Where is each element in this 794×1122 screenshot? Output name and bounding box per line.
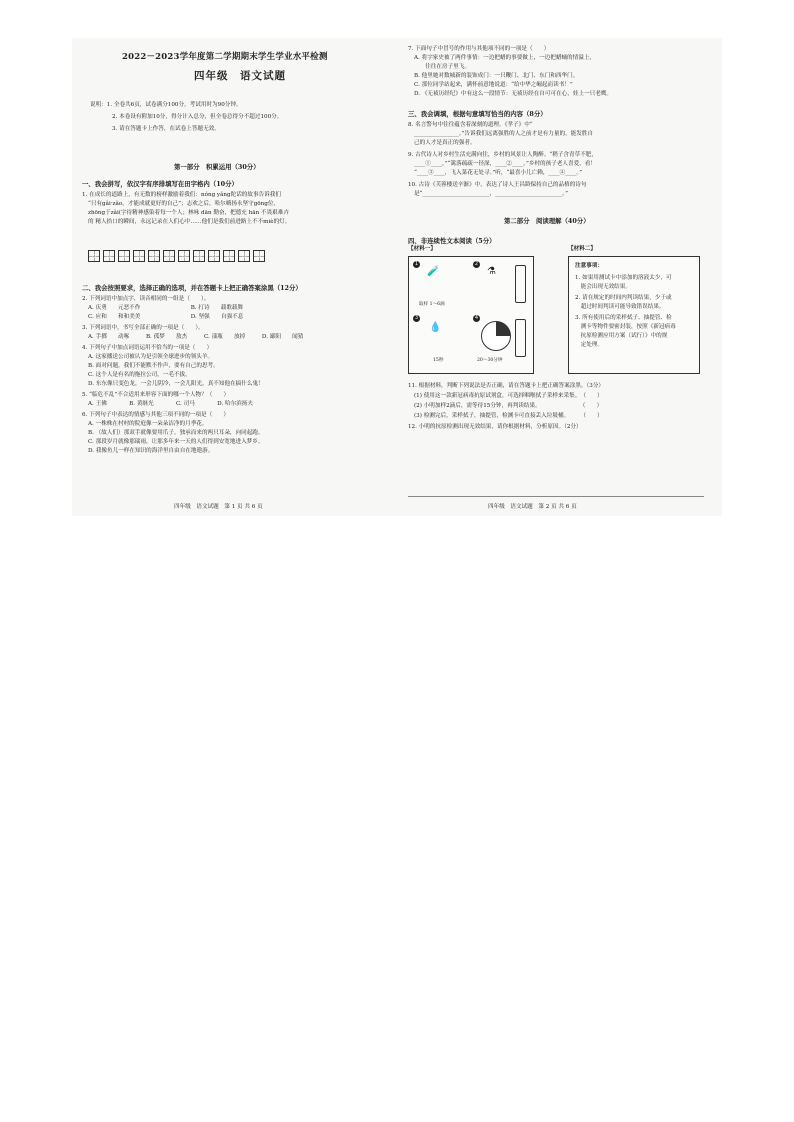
step-2-marker: 2: [474, 261, 479, 267]
precaution-line: 能会出现无效结果。: [575, 284, 631, 290]
section-two-title: 二、我会按照要求，选择正确的选项，并在答题卡上把正确答案涂黑（12分）: [82, 284, 302, 292]
q10-line: 是“________________________，________________________。”: [414, 191, 568, 197]
q7-line: 往往在房子里飞。: [414, 64, 470, 70]
q7-line: B. 他里她对数城新的装饰成门：一只鞭门、北门、东门和西华门。: [414, 73, 579, 79]
q2-line: A. 这家播送公司被认为是引领全球进步的领头羊。: [88, 354, 214, 360]
precaution-line: 1. 如果用测试卡中添加的溶液太少，可: [575, 275, 672, 281]
q2-line: A. 王佛 B. 黄继光 C. 司马 D. 哈尔滨扬夫: [88, 401, 253, 407]
page-2-column: [408, 38, 720, 516]
test-card-icon: [515, 319, 526, 357]
precaution-line: 超过时间判读可能导致错误结果。: [575, 304, 665, 310]
timer-icon: [481, 321, 511, 351]
page-1-column: [78, 38, 390, 516]
precaution-line: 2. 请在规定的时间内判读结果，少于或: [575, 295, 672, 301]
q11-line: (3) 检测完后，采样拭子，抽提管，检测卡可直接丢入垃圾桶。 （ ）: [414, 413, 603, 419]
q2-line: D. 我像鱼儿一样在知识的海洋里自由自在地遨游。: [88, 448, 214, 454]
q2-line: 6. 下列句子中表达的情感与其他三项不同的一项是（ ）: [82, 412, 229, 418]
precaution-line: 抗原检测应用方案（试行）》中的规: [575, 333, 668, 339]
q7-line: C. 那位同学站起来，满怀前意地说道：“给中华之崛起而读书！”: [414, 82, 573, 88]
grid-cell: [193, 250, 205, 262]
grid-cell: [133, 250, 145, 262]
step-4-marker: 4: [474, 315, 479, 321]
section-one-title: 一、我会拼写，依汉字有序排填写在田字格内（10分）: [82, 180, 238, 188]
q12-line: 12. 小明的抗原检测出现无效结果，请你根据材料，分析原因。（2分）: [408, 424, 582, 430]
note-line: 3. 请在答题卡上作答，在试卷上答题无效。: [112, 126, 220, 132]
q7-line: 7. 下面句子中冒号的作用与其他项不同的一项是（ ）: [408, 46, 550, 52]
note-line: 2. 本卷设有附加10分，得分计入总分，但全卷总得分不超过100分。: [112, 114, 283, 120]
grid-cell: [88, 250, 100, 262]
q2-line: D. 东东像只变色龙，一会儿阴冷，一会儿阳光，真不知他在搞什么鬼！: [88, 381, 264, 387]
q2-line: A. 一株株在村村的院庭像一朵朵洁净的月季花。: [88, 421, 208, 427]
step-3-label: 15秒: [433, 358, 444, 363]
note-line: 说明：1. 全卷共6页，试卷满分100分，考试用时为90分钟。: [90, 102, 242, 108]
q1-line: zhōng于zǎi(字待精神感染着每一个人；林咏 dān 勤奋，把德充 hān 不畏艰难卉: [88, 210, 289, 216]
material-1-box: [408, 256, 534, 374]
q7-line: A. 将字家史被了两件事情：一边把蜡的事要做上，一边把蜡蛹的情溢上，: [414, 55, 596, 61]
drop-icon: 💧: [429, 322, 442, 333]
grid-cell: [253, 250, 265, 262]
character-grid: [88, 250, 268, 262]
q2-line: C. 那段岁月就像那瑞雨，让那多年来一天的人们得到安宽地进入梦乡。: [88, 439, 264, 445]
q1-line: 的 精人拾口的瞬间，永远记录在人们心中……他们是我们前进路上不不miè的灯。: [88, 219, 291, 225]
q2-line: 5. “临危不乱”不合适用来形容下面的哪一个人物？（ ）: [82, 392, 230, 398]
precaution-line: 3. 所有使用后的采样拭子、抽提管、检: [575, 315, 672, 321]
q8-line: ________________。”告诉我们远离强胜的人之前才是有力量的，能发胜自: [414, 131, 594, 137]
test-card-icon: [515, 265, 526, 303]
grid-cell: [103, 250, 115, 262]
q2-line: B. 面对问题，我们不能默不作声，要有自己的思考。: [88, 363, 219, 369]
exam-subtitle: 四年级 语文试题: [194, 70, 286, 82]
grid-cell: [178, 250, 190, 262]
q2-line: C. 应和 和和美美 D. 坚强 自强不息: [88, 314, 244, 320]
q2-line: B. （故人们）那双手就像要用爪子，独承而来的两只耳朵，向同起跑。: [88, 430, 264, 436]
q2-line: A. 庆勇 元恶不作 B. 打诗 载歌载舞: [88, 305, 244, 311]
material-1-label: 【材料一】: [408, 246, 436, 252]
step-3-marker: 3: [414, 315, 419, 321]
grid-cell: [238, 250, 250, 262]
q7-line: D. 《无祯历经纪》中有这么一段情节：无祯历经在自可可在心，娃上一只老鹰。: [414, 91, 613, 97]
q8-line: 8. 名言警句中往往蕴含着深刻的道理。《孝子》中“: [408, 122, 533, 128]
part2-title: 第二部分 阅读理解（40分）: [504, 217, 590, 225]
grid-cell: [223, 250, 235, 262]
q2-line: A. 手掷 动啄 B. 孤梦 敖杰 C. 漾瓶 放掉 D. 鄙阳 闻猜: [88, 334, 304, 340]
q1-line: 1. 在成长的道路上，有无数的榜样激励着我们：nóng yǎng陀话的故事告诉我们: [82, 192, 281, 198]
q2-line: 4. 下列句子中加点词语运用不恰当的一项是（ ）: [82, 345, 213, 351]
swab-icon: 🧪: [427, 266, 440, 277]
exam-title: 2022－2023学年度第二学期期末学生学业水平检测: [122, 52, 328, 62]
q9-line: 9. 古代诗人对乡村生活充满向往，乡村的风景让人陶醉。“稍子含青草不肥，: [408, 152, 597, 158]
section-three-title: 三、我会调填，根据句意填写恰当的内容（8分）: [408, 110, 547, 118]
step-4-label: 20～30分钟: [477, 358, 503, 363]
tube-icon: ⚗: [487, 266, 496, 277]
material-2-label: 【材料二】: [568, 246, 596, 252]
q2-line: 2. 下列词语中加点字，读音相同的一组是（ ）。: [82, 296, 210, 302]
page-1-footer: 四年级 语文试题 第 1 页 共 6 页: [174, 504, 263, 510]
footer-divider: [408, 496, 704, 497]
q10-line: 10. 古诗《芙蓉楼送辛渐》中，表达了诗人王昌龄保持自己的品格的诗句: [408, 182, 587, 188]
step-1-label: 取样 1～6滴: [419, 302, 445, 307]
q8-line: 己的人才是真正的强者。: [414, 140, 476, 146]
q11-line: (1) 使用这一款新冠病毒抗原试剂盒，可选择咽喉拭子采样来采集。 （ ）: [414, 393, 603, 399]
section-four-title: 四、非连续性文本阅读（5分）: [408, 237, 496, 245]
precautions-title: 注意事项：: [575, 263, 603, 269]
grid-cell: [118, 250, 130, 262]
part1-title: 第一部分 积累运用（30分）: [174, 163, 260, 171]
q9-line: ____①____，”“篱落疏疏一径深，____②____。”乡村的孩子老人喜爱，看！: [414, 161, 596, 167]
precaution-line: 定处理。: [575, 342, 603, 348]
q9-line: “____③____，飞入菜花无处寻。”听，“最喜小儿亡赖，____④____。”: [414, 170, 583, 176]
grid-cell: [148, 250, 160, 262]
page-2-footer: 四年级 语文试题 第 2 页 共 6 页: [488, 504, 577, 510]
q2-line: 3. 下列词语中，书写全部正确的一项是（ ）。: [82, 325, 204, 331]
q11-line: (2) 小明加样2滴后，需等待15分钟，再判读结果。 （ ）: [414, 403, 603, 409]
q2-line: C. 这个人是有名的拖拉公司，一毛不拔。: [88, 372, 191, 378]
q11-line: 11. 根据材料，判断下列说法是否正确，请在答题卡上把正确答案涂黑。（3分）: [408, 383, 605, 389]
q1-line: “只有gǎi·zǎo，才能成就更好的自己”；志欢之后，哈尔嗨扬永坚守gōng位，: [88, 201, 280, 207]
precaution-line: 测卡等物件要密封装，按照《新冠病毒: [575, 324, 676, 330]
grid-cell: [208, 250, 220, 262]
grid-cell: [163, 250, 175, 262]
material-2-box: [568, 256, 700, 374]
step-1-marker: 1: [414, 261, 419, 267]
exam-sheet: [72, 38, 722, 516]
